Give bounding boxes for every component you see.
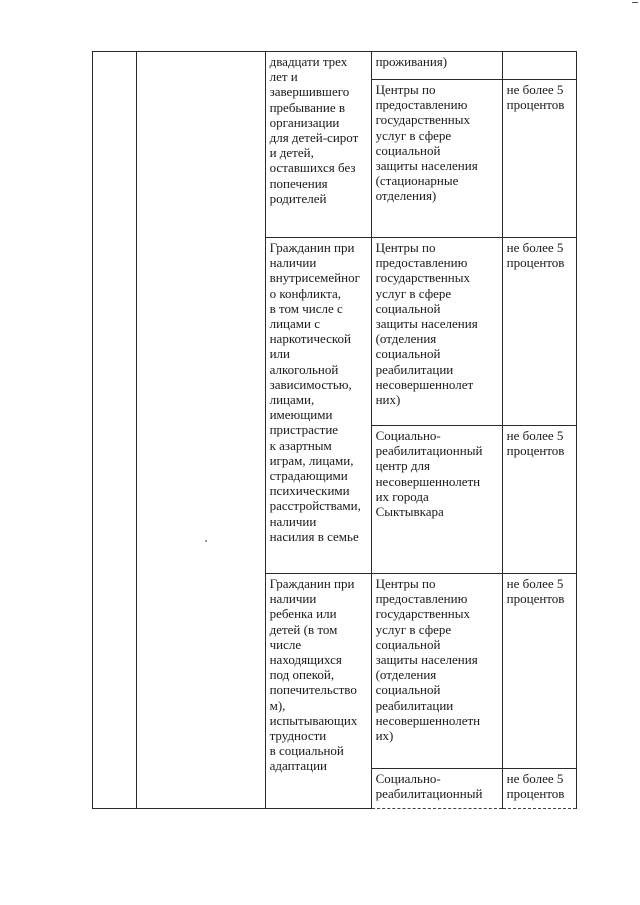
organization-cell: Центры по предоставлению государственных услуг в сфере социальной защиты населения (отделения социальной реабилитации несовершеннолетн их) [371, 574, 502, 769]
limit-cell: не более 5 процентов [502, 238, 576, 426]
limit-cell: не более 5 процентов [502, 769, 576, 809]
recipient-category-cell: Гражданин при наличии ребенка или детей (в том числе находящихся под опекой, попечительство м), испытывающих трудности в социальной адаптации [265, 574, 371, 809]
organization-cell: Центры по предоставлению государственных услуг в сфере социальной защиты населения (отделения социальной реабилитации несовершеннолет них) [371, 238, 502, 426]
limit-cell: не более 5 процентов [502, 574, 576, 769]
limit-cell: не более 5 процентов [502, 426, 576, 574]
table-row [93, 52, 577, 80]
organization-cell: Центры по предоставлению государственных услуг в сфере социальной защиты населения (стационарные отделения) [371, 80, 502, 238]
scan-mark [632, 2, 638, 3]
empty-column-cell [136, 52, 265, 809]
limit-cell: не более 5 процентов [502, 80, 576, 238]
services-table [92, 51, 577, 809]
recipient-category-cell: Гражданин при наличии внутрисемейног о конфликта, в том числе с лицами с наркотической или алкогольной зависимостью, лицами, имеющими пристрастие к азартным играм, лицами, страдающими психическими расстройствами, наличии насилия в семье [265, 238, 371, 574]
limit-cell [502, 52, 576, 80]
organization-cell: Социально- реабилитационный [371, 769, 502, 809]
organization-cell: Социально- реабилитационный центр для несовершеннолетн их города Сыктывкара [371, 426, 502, 574]
recipient-category-cell: двадцати трех лет и завершившего пребывание в организации для детей-сирот и детей, оставшихся без попечения родителей [265, 52, 371, 238]
number-column-cell [93, 52, 137, 809]
organization-cell: проживания) [371, 52, 502, 80]
